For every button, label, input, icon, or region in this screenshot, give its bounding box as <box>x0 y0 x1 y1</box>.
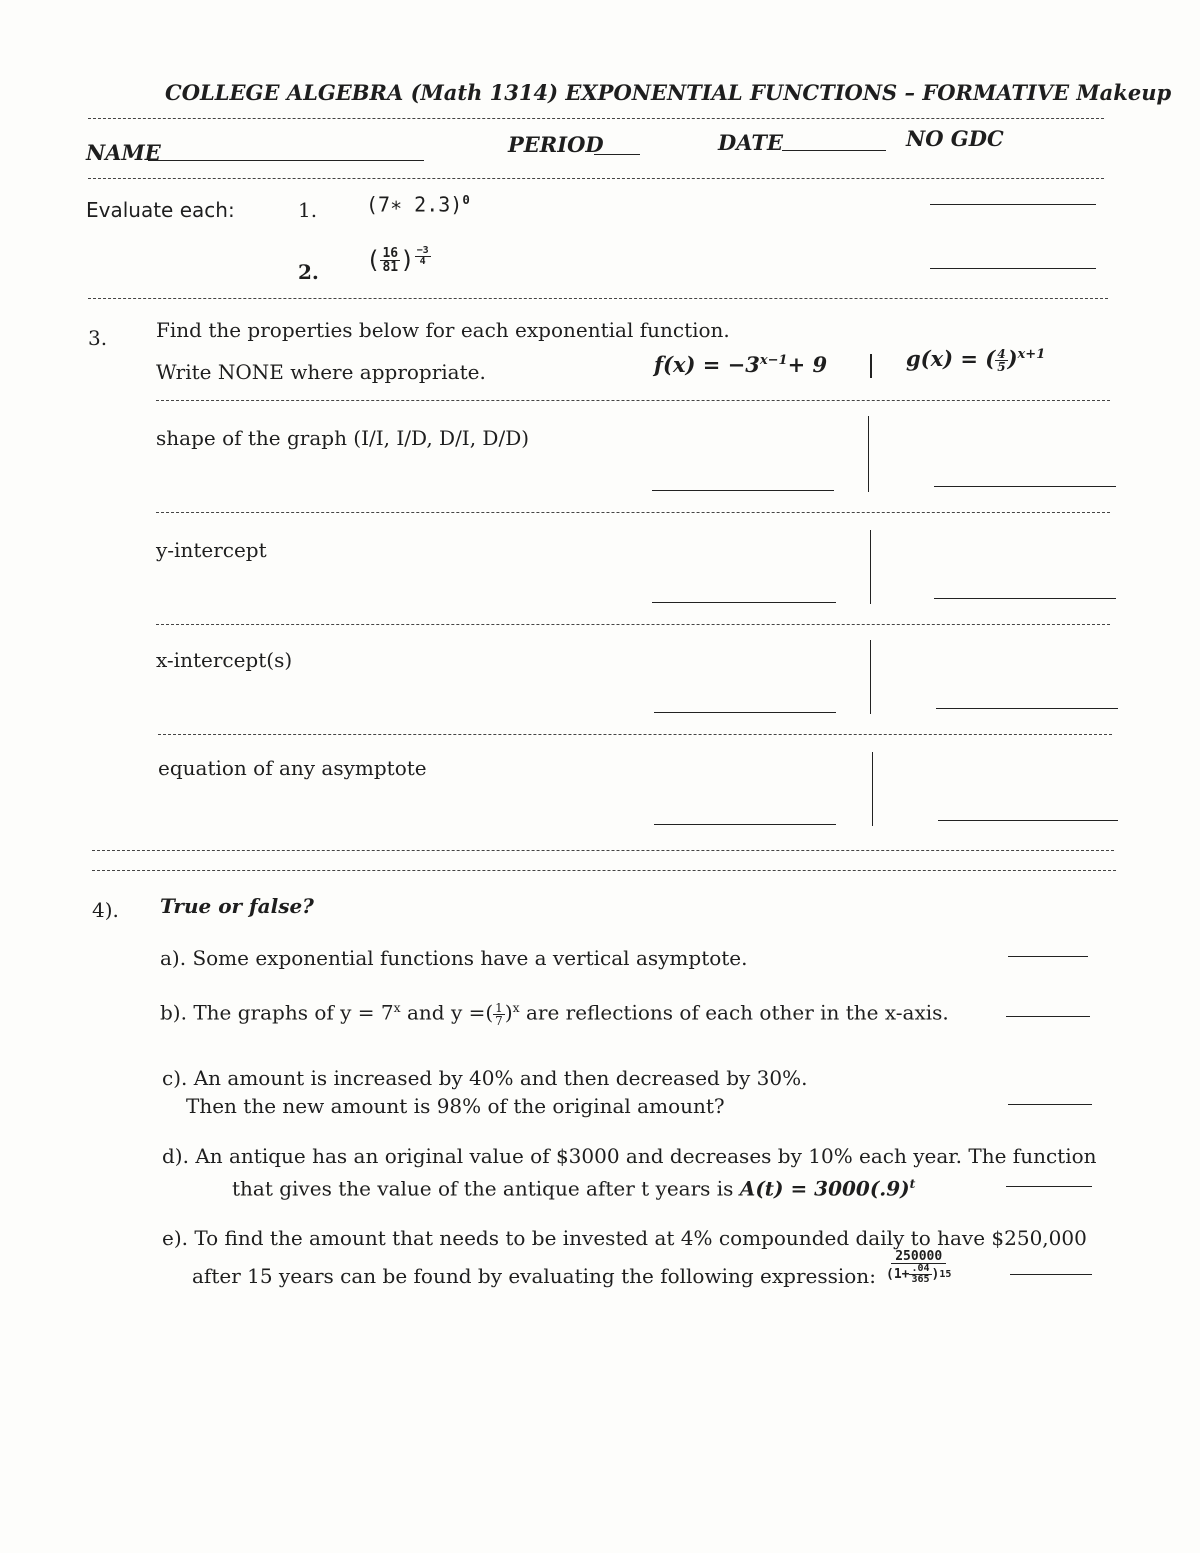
divider <box>92 850 1114 851</box>
answer-g-y-intercept[interactable] <box>934 598 1116 599</box>
statement-d-line-1: d). An antique has an original value of $3000 and decreases by 10% each year. The function <box>162 1144 1097 1168</box>
expression-1: (7∗ 2.3)$^0$ <box>366 192 470 217</box>
instruction-line-2: Write NONE where appropriate. <box>156 360 486 384</box>
instruction-line-1: Find the properties below for each exponential function. <box>156 318 730 342</box>
date-label: DATE <box>718 130 783 155</box>
statement-c-line-1: c). An amount is increased by 40% and then decreased by 30%. <box>162 1066 808 1090</box>
answer-f-y-intercept[interactable] <box>652 602 836 603</box>
name-label: NAME <box>86 140 161 165</box>
answer-d[interactable] <box>1006 1186 1092 1187</box>
statement-d-line-2: that gives the value of the antique after t years is $A(t) = 3000(.9)^t$ <box>232 1176 916 1201</box>
divider <box>156 624 1110 625</box>
divider <box>158 734 1112 735</box>
answer-line-2[interactable] <box>930 268 1096 269</box>
expression-2: ( $\frac{16}{81}$ ) $\frac{-3}{4}$ <box>366 245 429 275</box>
answer-b[interactable] <box>1006 1016 1090 1017</box>
statement-e-line-1: e). To find the amount that needs to be invested at 4% compounded daily to have $250,000 <box>162 1226 1087 1250</box>
property-shape-label: shape of the graph (I/I, I/D, D/I, D/D) <box>156 426 530 450</box>
property-x-intercepts-label: x-intercept(s) <box>156 648 293 672</box>
column-separator <box>870 530 871 604</box>
statement-c-line-2: Then the new amount is 98% of the original amount? <box>186 1094 725 1118</box>
property-asymptote-label: equation of any asymptote <box>158 756 427 780</box>
answer-g-x-intercepts[interactable] <box>936 708 1118 709</box>
divider <box>92 870 1116 871</box>
true-false-heading: True or false? <box>160 894 314 918</box>
function-g: g(x) = ( $\frac{4}{5}$ )$^{x+1}$ <box>906 346 1046 374</box>
answer-a[interactable] <box>1008 956 1088 957</box>
question-number: 2. <box>298 260 319 284</box>
divider <box>156 400 1110 401</box>
column-separator <box>870 640 871 714</box>
answer-c[interactable] <box>1008 1104 1092 1105</box>
question-number: 4). <box>92 898 119 922</box>
statement-b: b). The graphs of $y = 7^x$ and y =( $\frac{1}{7}$ )$^x$ are reflections of each other in the x-axis. <box>160 1000 949 1028</box>
evaluate-label: Evaluate each: <box>86 198 235 222</box>
answer-f-x-intercepts[interactable] <box>654 712 836 713</box>
column-separator <box>872 752 873 826</box>
answer-e[interactable] <box>1010 1274 1092 1275</box>
divider <box>88 298 1108 299</box>
divider <box>156 512 1110 513</box>
divider <box>88 178 1104 179</box>
statement-a: a). Some exponential functions have a vertical asymptote. <box>160 946 748 970</box>
period-label: PERIOD <box>508 132 604 157</box>
property-y-intercept-label: y-intercept <box>156 538 267 562</box>
no-gdc-label: NO GDC <box>906 126 1004 151</box>
function-f: $f(x) = -3^{x-1}+ 9$ <box>654 352 828 377</box>
question-number: 3. <box>88 326 108 350</box>
column-separator <box>870 354 872 378</box>
answer-f-shape[interactable] <box>652 490 834 491</box>
name-input-line[interactable] <box>148 160 424 161</box>
answer-f-asymptote[interactable] <box>654 824 836 825</box>
divider <box>88 118 1104 119</box>
question-number: 1. <box>298 198 318 222</box>
answer-g-shape[interactable] <box>934 486 1116 487</box>
statement-e-line-2: after 15 years can be found by evaluating the following expression: <box>192 1264 876 1288</box>
date-input-line[interactable] <box>782 150 886 151</box>
answer-line-1[interactable] <box>930 204 1096 205</box>
period-input-line[interactable] <box>594 154 640 155</box>
compound-interest-expression: 250000 (1+ $\frac{.04}{365}$ ) 15 <box>886 1249 952 1285</box>
column-separator <box>868 416 869 492</box>
worksheet-title: COLLEGE ALGEBRA (Math 1314) EXPONENTIAL FUNCTIONS – FORMATIVE Makeup <box>165 80 1172 105</box>
answer-g-asymptote[interactable] <box>938 820 1118 821</box>
